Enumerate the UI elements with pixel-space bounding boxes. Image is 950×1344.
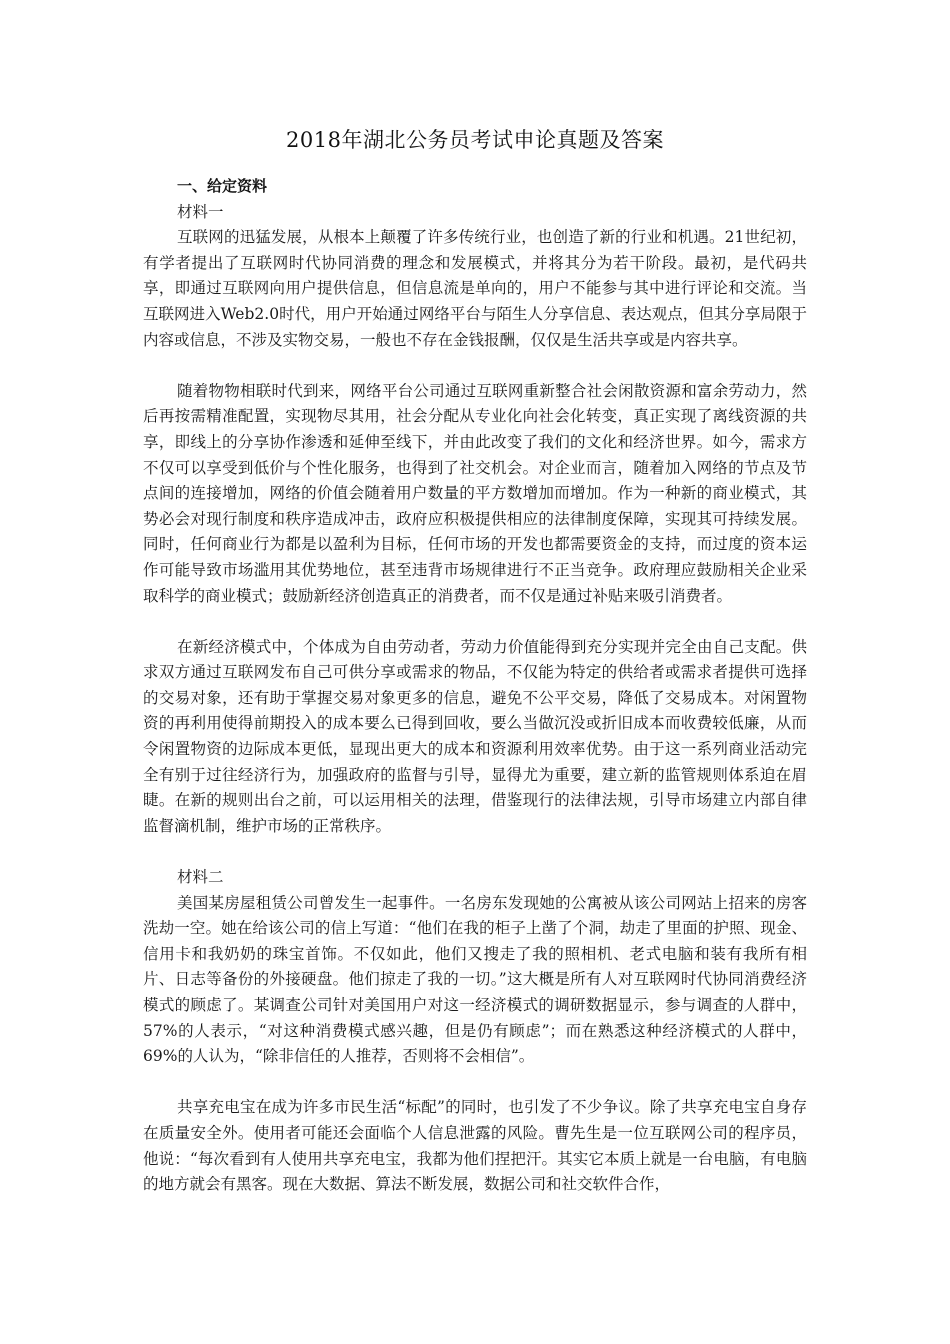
paragraph-spacer [143,1070,807,1096]
paragraph: 在新经济模式中，个体成为自由劳动者，劳动力价值能得到充分实现并完全由自己支配。供求双方通过互联网发布自己可供分享或需求的物品，不仅能为特定的供给者或需求者提供可选择的交易对象，还有助于掌握交易对象更多的信息，避免不公平交易，降低了交易成本。对闲置物资的再利用使得前期投入的成本要么已得到回收，要么当做沉没或折旧成本而收费较低廉，从而令闲置物资的边际成本更低，显现出更大的成本和资源利用效率优势。由于这一系列商业活动完全有别于过往经济行为，加强政府的监督与引导，显得尤为重要，建立新的监管规则体系迫在眉睫。在新的规则出台之前，可以运用相关的法理，借鉴现行的法律法规，引导市场建立内部自律监督滴机制，维护市场的正常秩序。 [143,637,807,835]
paragraph: 美国某房屋租赁公司曾发生一起事件。一名房东发现她的公寓被从该公司网站上招来的房客洗劫一空。她在给该公司的信上写道：“他们在我的柜子上凿了个洞，劫走了里面的护照、现金、信用卡和我奶奶的珠宝首饰。不仅如此，他们又搜走了我的照相机、老式电脑和装有我所有相片、日志等备份的外接硬盘。他们掠走了我的一切。”这大概是所有人对互联网时代协同消费经济模式的顾虑了。某调查公司针对美国用户对这一经济模式的调研数据显示，参与调查的人群中，57%的人表示，“对这种消费模式感兴趣，但是仍有顾虑”；而在熟悉这种经济模式的人群中，69%的人认为，“除非信任的人推荐，否则将不会相信”。 [143,893,807,1066]
paragraph: 随着物物相联时代到来，网络平台公司通过互联网重新整合社会闲散资源和富余劳动力，然后再按需精准配置，实现物尽其用，社会分配从专业化向社会化转变，真正实现了离线资源的共享，即线上的分享协作渗透和延伸至线下，并由此改变了我们的文化和经济世界。如今，需求方不仅可以享受到低价与个性化服务，也得到了社交机会。对企业而言，随着加入网络的节点及节点间的连接增加，网络的价值会随着用户数量的平方数增加而增加。作为一种新的商业模式，其势必会对现行制度和秩序造成冲击，政府应积极提供相应的法律制度保障，实现其可持续发展。同时，任何商业行为都是以盈利为目标，任何市场的开发也都需要资金的支持，而过度的资本运作可能导致市场滥用其优势地位，甚至违背市场规律进行不正当竞争。政府理应鼓励相关企业采取科学的商业模式；鼓励新经济创造真正的消费者，而不仅是通过补贴来吸引消费者。 [143,381,807,605]
material-label: 材料一 [177,202,224,221]
paragraph-spacer [143,839,807,865]
document-body [143,174,807,1198]
section-heading: 一、给定资料 [177,177,268,195]
paragraph-spacer [143,353,807,379]
document-title: 2018年湖北公务员考试申论真题及答案 [286,128,664,152]
paragraph-spacer [143,609,807,635]
paragraph: 互联网的迅猛发展，从根本上颠覆了许多传统行业，也创造了新的行业和机遇。21世纪初，有学者提出了互联网时代协同消费的理念和发展模式，并将其分为若干阶段。最初，是代码共享，即通过互联网向用户提供信息，但信息流是单向的，用户不能参与其中进行评论和交流。当互联网进入Web2.0时代，用户开始通过网络平台与陌生人分享信息、表达观点，但其分享局限于内容或信息，不涉及实物交易，一般也不存在金钱报酬，仅仅是生活共享或是内容共享。 [143,228,807,349]
paragraph: 共享充电宝在成为许多市民生活“标配”的同时，也引发了不少争议。除了共享充电宝自身存在质量安全外。使用者可能还会面临个人信息泄露的风险。曹先生是一位互联网公司的程序员，他说：“每次看到有人使用共享充电宝，我都为他们捏把汗。其实它本质上就是一台电脑，有电脑的地方就会有黑客。现在大数据、算法不断发展，数据公司和社交软件合作， [143,1098,807,1194]
material-label: 材料二 [177,868,224,887]
